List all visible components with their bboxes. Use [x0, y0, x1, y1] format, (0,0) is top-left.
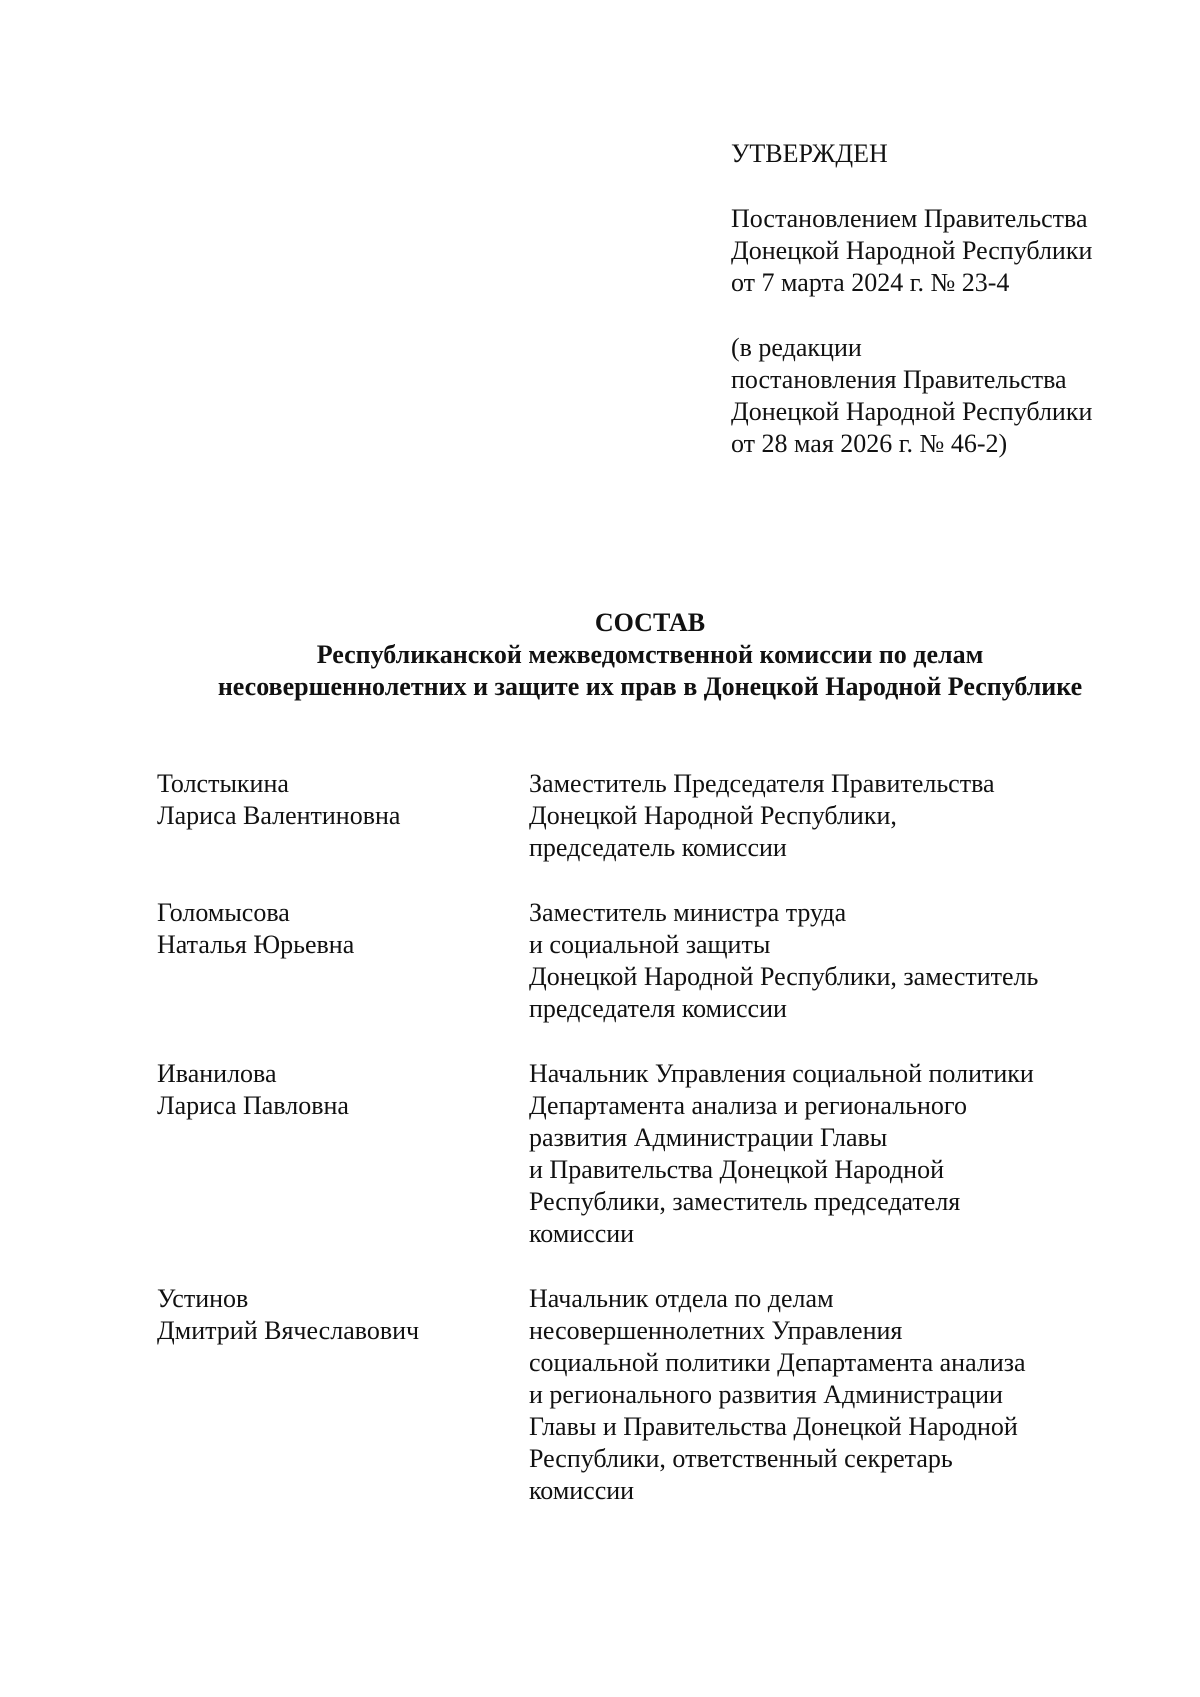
- approval-stamp: [731, 138, 1171, 460]
- title-subtitle-line: Республиканской межведомственной комиссии по делам: [316, 640, 984, 669]
- member-surname: Толстыкина: [157, 769, 289, 798]
- approval-resolution-line: Донецкой Народной Республики: [731, 236, 1093, 265]
- approval-resolution: [731, 203, 1171, 299]
- member-name: [157, 897, 529, 1025]
- member-given-names: Дмитрий Вячеславович: [157, 1316, 420, 1345]
- member-role-line: и социальной защиты: [529, 930, 771, 959]
- member-role-line: Начальник Управления социальной политики: [529, 1059, 1034, 1088]
- title-heading: СОСТАВ: [594, 608, 706, 637]
- approval-edition-line: Донецкой Народной Республики: [731, 397, 1093, 426]
- approval-resolution-line: Постановлением Правительства: [731, 204, 1088, 233]
- member-role: [529, 768, 1117, 864]
- member-role: [529, 897, 1117, 1025]
- member-role: [529, 1058, 1117, 1250]
- member-role-line: развития Администрации Главы: [529, 1123, 888, 1152]
- member-name: [157, 1283, 529, 1507]
- member-role-line: и Правительства Донецкой Народной: [529, 1155, 944, 1184]
- member-surname: Устинов: [157, 1284, 249, 1313]
- member-role-line: Республики, ответственный секретарь: [529, 1444, 953, 1473]
- member-role-line: председатель комиссии: [529, 833, 787, 862]
- member-given-names: Лариса Валентиновна: [157, 801, 401, 830]
- member-role-line: Главы и Правительства Донецкой Народной: [529, 1412, 1018, 1441]
- approval-edition: [731, 332, 1171, 460]
- member-role-line: Департамента анализа и регионального: [529, 1091, 967, 1120]
- approval-edition-line: от 28 мая 2026 г. № 46-2): [731, 429, 1008, 458]
- member-name: [157, 1058, 529, 1250]
- approval-edition-line: (в редакции: [731, 333, 862, 362]
- approval-status: УТВЕРЖДЕН: [731, 139, 888, 168]
- member-row: [157, 768, 1117, 864]
- member-given-names: Лариса Павловна: [157, 1091, 349, 1120]
- member-role-line: Донецкой Народной Республики,: [529, 801, 897, 830]
- member-role-line: Донецкой Народной Республики, заместитель: [529, 962, 1039, 991]
- member-role-line: комиссии: [529, 1219, 635, 1248]
- member-given-names: Наталья Юрьевна: [157, 930, 355, 959]
- member-role-line: и регионального развития Администрации: [529, 1380, 1003, 1409]
- member-role-line: Заместитель Председателя Правительства: [529, 769, 995, 798]
- member-surname: Голомысова: [157, 898, 290, 927]
- members-list: [157, 768, 1117, 1540]
- member-name: [157, 768, 529, 864]
- member-row: [157, 1283, 1117, 1507]
- approval-resolution-line: от 7 марта 2024 г. № 23-4: [731, 268, 1010, 297]
- member-role-line: комиссии: [529, 1476, 635, 1505]
- member-row: [157, 1058, 1117, 1250]
- member-role-line: председателя комиссии: [529, 994, 787, 1023]
- member-role-line: Начальник отдела по делам: [529, 1284, 834, 1313]
- member-role-line: несовершеннолетних Управления: [529, 1316, 903, 1345]
- member-role-line: социальной политики Департамента анализа: [529, 1348, 1026, 1377]
- member-surname: Иванилова: [157, 1059, 277, 1088]
- member-role: [529, 1283, 1117, 1507]
- member-row: [157, 897, 1117, 1025]
- member-role-line: Заместитель министра труда: [529, 898, 847, 927]
- member-role-line: Республики, заместитель председателя: [529, 1187, 961, 1216]
- document-title: [90, 607, 1200, 703]
- approval-edition-line: постановления Правительства: [731, 365, 1067, 394]
- title-subtitle-line: несовершеннолетних и защите их прав в Донецкой Народной Республике: [217, 672, 1083, 701]
